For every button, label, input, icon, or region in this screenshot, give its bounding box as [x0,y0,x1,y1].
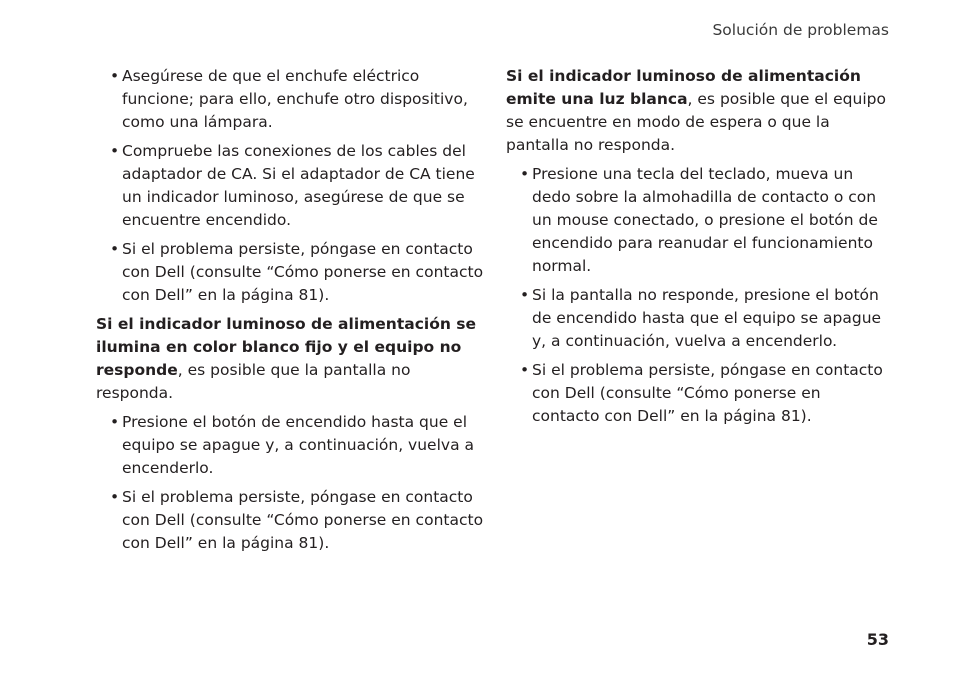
list-item: • Si el problema persiste, póngase en contacto con Dell (consulte “Cómo ponerse en contacto con Dell” en la página 81). [506,359,888,428]
running-header: Solución de problemas [712,21,889,39]
bullet-list [96,65,488,307]
list-item: • Si el problema persiste, póngase en contacto con Dell (consulte “Cómo ponerse en contacto con Dell” en la página 81). [96,238,488,307]
list-item: • Asegúrese de que el enchufe eléctrico funcione; para ello, enchufe otro dispositivo, como una lámpara. [96,65,488,134]
right-column [506,65,888,434]
paragraph [96,313,488,405]
list-item: • Si el problema persiste, póngase en contacto con Dell (consulte “Cómo ponerse en contacto con Dell” en la página 81). [96,486,488,555]
paragraph-text: , es posible que la pantalla no responda. [96,361,411,402]
bullet-list [96,411,488,555]
list-item: • Presione una tecla del teclado, mueva un dedo sobre la almohadilla de contacto o con un mouse conectado, o presione el botón de encendido para reanudar el funcionamiento normal. [506,163,888,278]
paragraph-text: , es posible que el equipo se encuentre en modo de espera o que la pantalla no responda. [506,90,886,154]
left-column [96,65,488,561]
paragraph-heading: Si el indicador luminoso de alimentación se ilumina en color blanco fijo y el equipo no responde [96,315,477,379]
list-item: • Compruebe las conexiones de los cables del adaptador de CA. Si el adaptador de CA tiene un indicador luminoso, asegúrese de que se encuentre encendido. [96,140,488,232]
page-number: 53 [866,630,889,649]
paragraph-heading: Si el indicador luminoso de alimentación emite una luz blanca [506,67,861,108]
list-item: • Si la pantalla no responde, presione el botón de encendido hasta que el equipo se apague y, a continuación, vuelva a encenderlo. [506,284,888,353]
bullet-list [506,163,888,428]
paragraph [506,65,888,157]
list-item: • Presione el botón de encendido hasta que el equipo se apague y, a continuación, vuelva a encenderlo. [96,411,488,480]
